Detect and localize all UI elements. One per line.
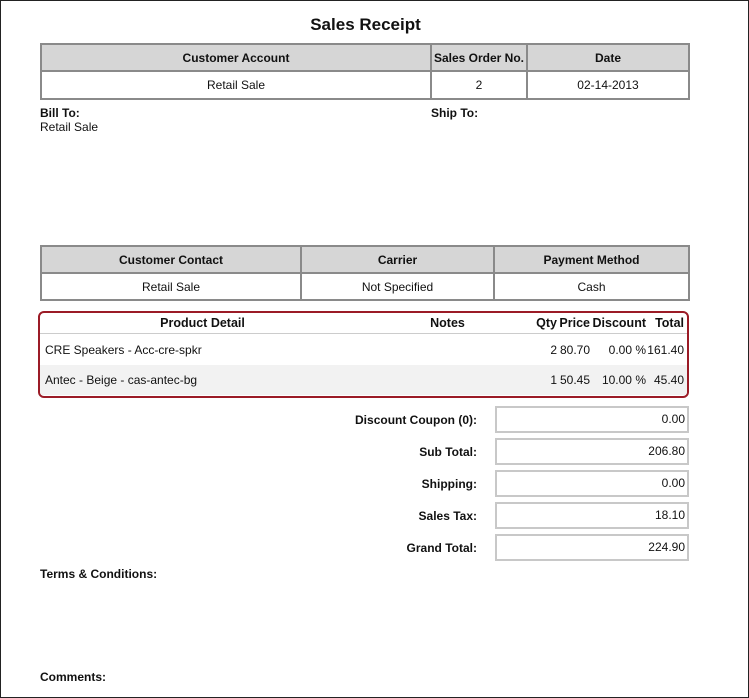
product-detail-header: Product Detail <box>160 316 245 330</box>
date-header: Date <box>527 44 689 71</box>
qty-header: Qty <box>536 316 557 330</box>
qty-cell: 2 <box>550 343 557 357</box>
customer-contact-header: Customer Contact <box>41 246 301 273</box>
sales-order-header: Sales Order No. <box>431 44 527 71</box>
table-row <box>40 335 687 365</box>
payment-method-header: Payment Method <box>494 246 689 273</box>
grand-total-value: 224.90 <box>495 534 689 561</box>
carrier-header: Carrier <box>301 246 494 273</box>
bill-to-value: Retail Sale <box>40 120 99 134</box>
discount-cell: 10.00 % <box>601 373 646 387</box>
shipping-value: 0.00 <box>495 470 689 497</box>
price-header: Price <box>559 316 590 330</box>
product-header-row <box>40 313 687 334</box>
customer-contact-value: Retail Sale <box>41 273 301 300</box>
bill-to-label: Bill To: <box>40 106 80 120</box>
contact-table <box>40 245 690 301</box>
sub-total-value: 206.80 <box>495 438 689 465</box>
shipping-label: Shipping: <box>421 477 477 491</box>
product-detail-cell: Antec - Beige - cas-antec-bg <box>45 373 198 387</box>
comments-label: Comments: <box>40 670 107 684</box>
sales-tax-value: 18.10 <box>495 502 689 529</box>
terms-conditions-label: Terms & Conditions: <box>40 567 158 581</box>
discount-cell: 0.00 % <box>608 343 646 357</box>
customer-account-header: Customer Account <box>41 44 431 71</box>
price-cell: 80.70 <box>559 343 590 357</box>
account-table <box>40 43 690 100</box>
payment-method-value: Cash <box>494 273 689 300</box>
table-row <box>40 365 687 395</box>
price-cell: 50.45 <box>559 373 590 387</box>
sales-order-value: 2 <box>431 71 527 99</box>
total-cell: 45.40 <box>653 373 684 387</box>
product-detail-table <box>38 311 689 398</box>
discount-header: Discount <box>592 316 646 330</box>
sub-total-label: Sub Total: <box>419 445 477 459</box>
discount-coupon-label: Discount Coupon (0): <box>355 413 477 427</box>
notes-header: Notes <box>430 316 465 330</box>
sales-tax-label: Sales Tax: <box>418 509 477 523</box>
ship-to-label: Ship To: <box>431 106 479 120</box>
page-title: Sales Receipt <box>310 15 421 34</box>
customer-account-value: Retail Sale <box>41 71 431 99</box>
grand-total-label: Grand Total: <box>406 541 477 555</box>
discount-coupon-value: 0.00 <box>495 406 689 433</box>
carrier-value: Not Specified <box>301 273 494 300</box>
product-detail-cell: CRE Speakers - Acc-cre-spkr <box>45 343 202 357</box>
qty-cell: 1 <box>550 373 557 387</box>
date-value: 02-14-2013 <box>527 71 689 99</box>
total-header: Total <box>655 316 684 330</box>
total-cell: 161.40 <box>647 343 684 357</box>
